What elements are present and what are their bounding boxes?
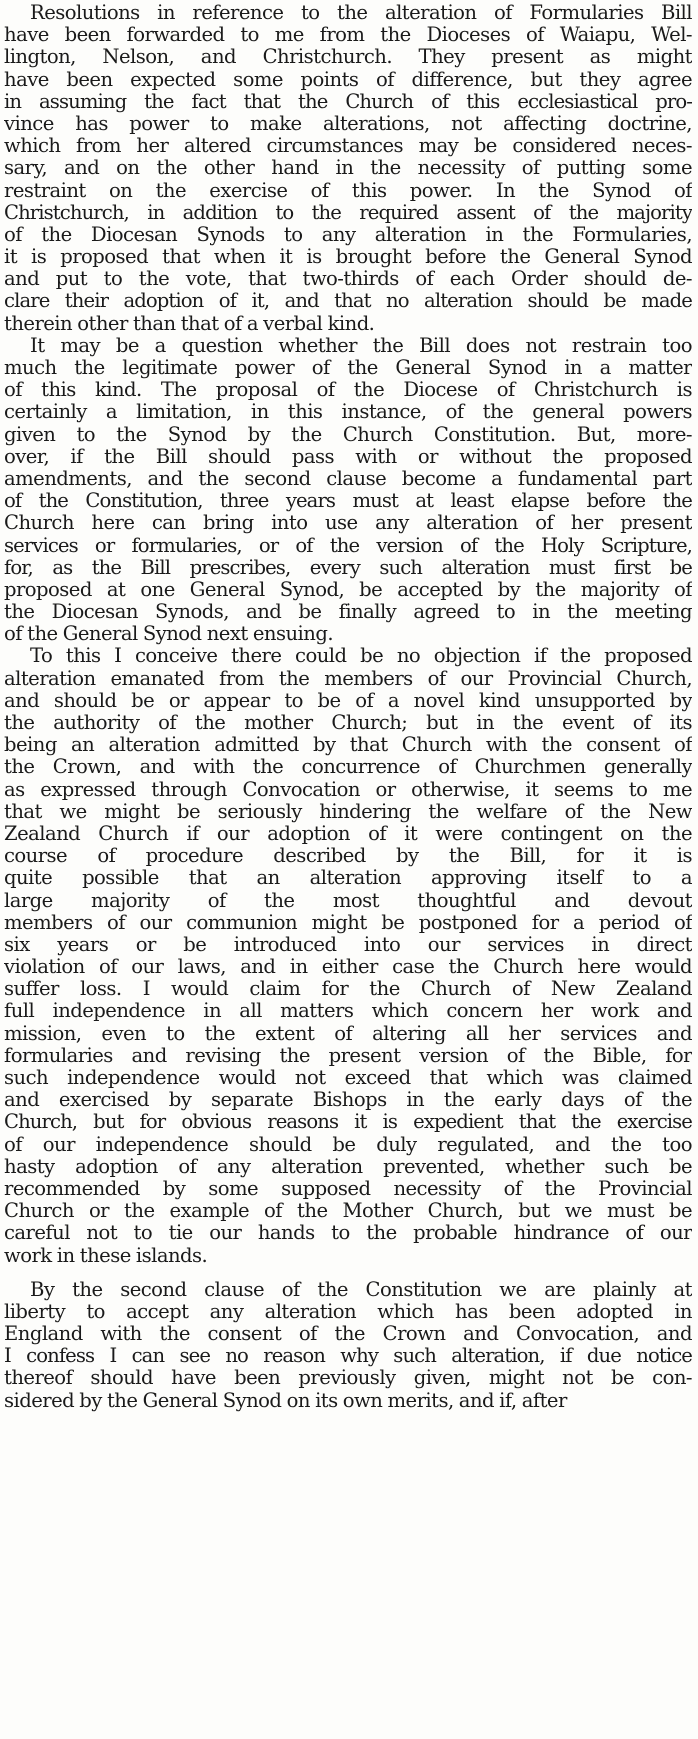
text-line: it is proposed that when it is brought before the General Synod — [4, 246, 692, 269]
text-line: careful not to tie our hands to the probable hindrance of our — [4, 1222, 692, 1245]
text-line: the authority of the mother Church; but in the event of its — [4, 712, 692, 734]
text-line: as expressed through Convocation or otherwise, it seems to me — [4, 778, 692, 801]
text-line: of this kind. The proposal of the Diocese of Christchurch is — [4, 379, 692, 402]
text-line: given to the Synod by the Church Constitution. But, more- — [4, 423, 692, 446]
text-column — [4, 2, 692, 1412]
text-line: course of procedure described by the Bill, for it is — [4, 845, 692, 868]
text-line: of our independence should be duly regulated, and the too — [4, 1133, 692, 1156]
text-line: which from her altered circumstances may be considered neces- — [4, 135, 692, 158]
paragraph — [4, 2, 692, 335]
text-line: England with the consent of the Crown and Convocation, and — [4, 1323, 692, 1346]
text-line: By the second clause of the Constitution we are plainly at — [30, 1278, 692, 1301]
text-line: Zealand Church if our adoption of it were contingent on the — [4, 822, 692, 845]
text-line: restraint on the exercise of this power. In the Synod of — [4, 179, 692, 202]
text-line: the Diocesan Synods, and be finally agreed to in the meeting — [4, 601, 692, 624]
text-line: proposed at one General Synod, be accepted by the majority of — [4, 578, 692, 601]
text-line: recommended by some supposed necessity of the Provincial — [4, 1177, 692, 1200]
text-line: and exercised by separate Bishops in the early days of the — [4, 1089, 692, 1112]
text-line: suffer loss. I would claim for the Church of New Zealand — [4, 978, 692, 1001]
text-line: members of our communion might be postponed for a period of — [4, 911, 692, 934]
text-line: thereof should have been previously given, might not be con- — [4, 1367, 692, 1390]
text-line: the Crown, and with the concurrence of Churchmen generally — [4, 756, 692, 779]
text-line: much the legitimate power of the General Synod in a matter — [4, 357, 692, 379]
text-line: amendments, and the second clause become a fundamental part — [4, 467, 692, 490]
paragraph — [4, 1279, 692, 1412]
text-line: six years or be introduced into our services in direct — [4, 933, 692, 956]
text-line: over, if the Bill should pass with or without the proposed — [4, 445, 692, 468]
text-line: vince has power to make alterations, not affecting doctrine, — [4, 112, 692, 135]
text-line: Resolutions in reference to the alteration of Formularies Bill — [30, 2, 692, 24]
text-line: sary, and on the other hand in the necessity of putting some — [4, 157, 692, 180]
text-line: services or formularies, or of the version of the Holy Scripture, — [4, 534, 692, 557]
text-line: work in these islands. — [4, 1244, 208, 1267]
text-line: large majority of the most thoughtful and devout — [4, 889, 692, 912]
text-line: of the Diocesan Synods to any alteration in the Formularies, — [4, 223, 692, 246]
text-line: clare their adoption of it, and that no alteration should be made — [4, 290, 692, 313]
text-line: for, as the Bill prescribes, every such alteration must first be — [4, 556, 692, 579]
text-line: being an alteration admitted by that Church with the consent of — [4, 734, 692, 757]
text-line: have been expected some points of difference, but they agree — [4, 68, 692, 91]
text-line: To this I conceive there could be no objection if the proposed — [30, 645, 692, 668]
text-line: certainly a limitation, in this instance, of the general powers — [4, 401, 692, 424]
text-line: such independence would not exceed that which was claimed — [4, 1067, 692, 1089]
text-line: full independence in all matters which concern her work and — [4, 1000, 692, 1023]
text-line: formularies and revising the present version of the Bible, for — [4, 1044, 692, 1067]
text-line: alteration emanated from the members of our Provincial Church, — [4, 667, 692, 690]
paragraph — [4, 335, 692, 646]
text-line: of the Constitution, three years must at least elapse before the — [4, 490, 692, 513]
text-line: mission, even to the extent of altering all her services and — [4, 1022, 692, 1045]
text-line: Church here can bring into use any alteration of her present — [4, 512, 692, 535]
text-line: violation of our laws, and in either case the Church here would — [4, 956, 692, 979]
text-line: that we might be seriously hindering the welfare of the New — [4, 800, 692, 823]
text-line: in assuming the fact that the Church of this ecclesiastical pro- — [4, 90, 692, 113]
text-line: Church, but for obvious reasons it is expedient that the exercise — [4, 1111, 692, 1134]
text-line: Christchurch, in addition to the required assent of the majority — [4, 201, 692, 224]
text-line: quite possible that an alteration approving itself to a — [4, 867, 692, 890]
text-line: of the General Synod next ensuing. — [4, 623, 333, 646]
text-line: lington, Nelson, and Christchurch. They present as might — [4, 46, 692, 69]
paragraph — [4, 645, 692, 1266]
text-line: and put to the vote, that two-thirds of each Order should de- — [4, 268, 692, 291]
text-line: Church or the example of the Mother Church, but we must be — [4, 1200, 692, 1223]
text-line: liberty to accept any alteration which has been adopted in — [4, 1300, 692, 1323]
text-line: have been forwarded to me from the Dioceses of Waiapu, Wel- — [4, 24, 692, 47]
text-line: It may be a question whether the Bill does not restrain too — [30, 334, 692, 357]
text-line: and should be or appear to be of a novel kind unsupported by — [4, 689, 692, 712]
text-line: sidered by the General Synod on its own merits, and if, after — [4, 1389, 567, 1412]
text-line: therein other than that of a verbal kind. — [4, 312, 375, 335]
text-line: hasty adoption of any alteration prevented, whether such be — [4, 1155, 692, 1178]
text-line: I confess I can see no reason why such alteration, if due notice — [4, 1345, 692, 1368]
